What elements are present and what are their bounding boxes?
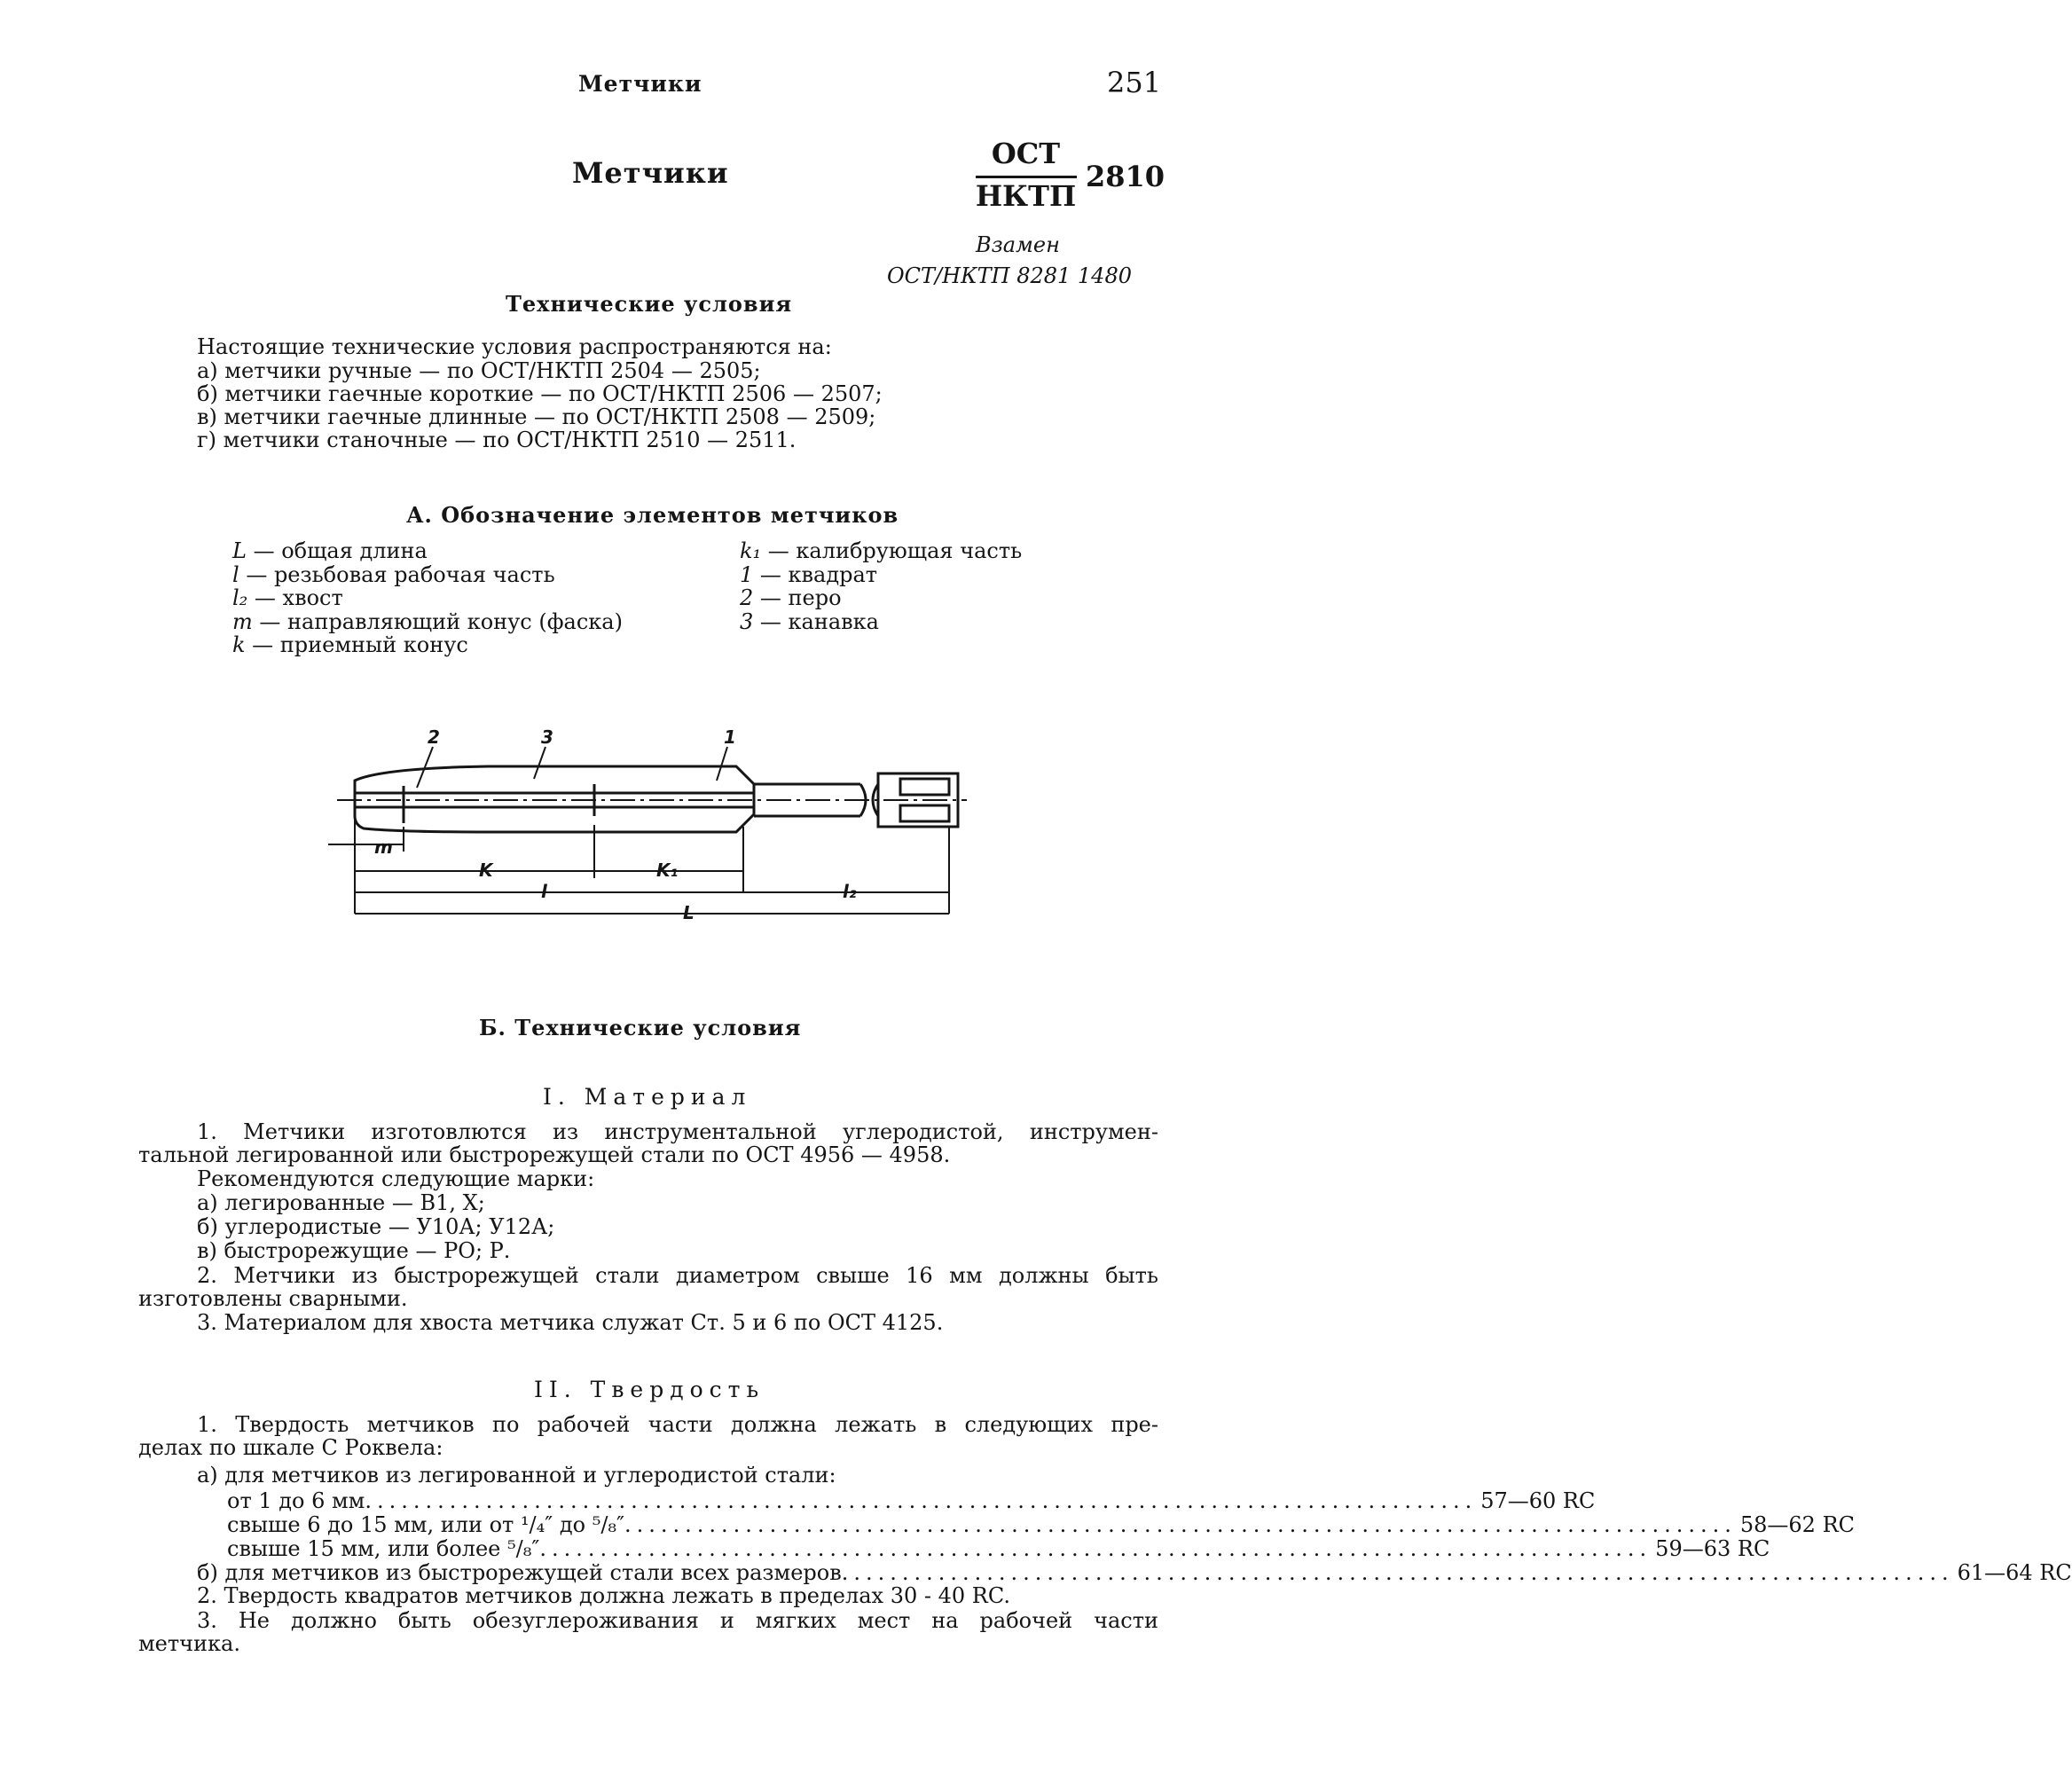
legend-item: 2 — перо bbox=[740, 585, 842, 610]
scope-item: г) метчики станочные — по ОСТ/НКТП 2510 — 2511. bbox=[197, 428, 797, 452]
material-p2-line2: изготовлены сварными. bbox=[138, 1286, 408, 1311]
standard-code: 2810 bbox=[1086, 160, 1166, 193]
hardness-row: от 1 до 6 мм ............................................................................................ 57—60 RC bbox=[227, 1488, 1596, 1513]
dim-label-m: m bbox=[374, 836, 393, 858]
fraction-line bbox=[976, 176, 1077, 178]
square-flat bbox=[900, 779, 949, 795]
legend-item: L — общая длина bbox=[232, 538, 428, 563]
dim-label-l: l bbox=[541, 881, 547, 902]
legend-item: l₂ — хвост bbox=[232, 585, 343, 610]
tap-drawing bbox=[328, 727, 976, 949]
scope-item: в) метчики гаечные длинные — по ОСТ/НКТП 2508 — 2509; bbox=[197, 404, 876, 429]
legend-item: k — приемный конус bbox=[232, 632, 468, 657]
section-a-title: А. Обозначение элементов метчиков bbox=[406, 502, 899, 528]
material-grade: а) легированные — В1, Х; bbox=[197, 1190, 485, 1215]
replaces-value: ОСТ/НКТП 8281 1480 bbox=[887, 263, 1132, 288]
hardness-row: б) для метчиков из быстрорежущей стали всех размеров ............................................................................................ 61—64 RC bbox=[197, 1560, 2072, 1585]
standard-top: ОСТ bbox=[991, 137, 1061, 170]
legend-right bbox=[740, 539, 1022, 633]
material-p1-line2: тальной легированной или быстрорежущей стали по ОСТ 4956 — 4958. bbox=[138, 1142, 951, 1167]
running-title: Метчики bbox=[578, 71, 702, 97]
scope-intro: Настоящие технические условия распространяются на: bbox=[197, 334, 832, 359]
leader-line bbox=[717, 747, 727, 781]
page-number: 251 bbox=[1107, 66, 1162, 99]
legend-item: m — направляющий конус (фаска) bbox=[232, 608, 623, 634]
hardness-p3-line2: метчика. bbox=[138, 1631, 240, 1656]
hardness-p1-line2: делах по шкале С Роквела: bbox=[138, 1435, 443, 1460]
dim-label-l2: l₂ bbox=[843, 881, 857, 902]
dim-label-L: L bbox=[683, 902, 695, 923]
hardness-row: свыше 6 до 15 мм, или от ¹/₄″ до ⁵/₈″ ............................................................................................ 58—62 RC bbox=[227, 1512, 1856, 1537]
square-flat bbox=[900, 805, 949, 821]
callout-1: 1 bbox=[724, 726, 736, 748]
material-p2-line1: 2. Метчики из быстрорежущей стали диаметром свыше 16 мм должны быть bbox=[197, 1263, 1158, 1288]
hardness-row: свыше 15 мм, или более ⁵/₈″ ............................................................................................ 59—63 RC bbox=[227, 1536, 1770, 1561]
standard-bottom: НКТП bbox=[975, 179, 1077, 213]
hardness-p1-line1: 1. Твердость метчиков по рабочей части должна лежать в следующих пре- bbox=[197, 1412, 1158, 1437]
dim-label-k1: K₁ bbox=[656, 860, 679, 881]
hardness-a-intro: а) для метчиков из легированной и углеродистой стали: bbox=[197, 1463, 836, 1488]
dim-label-k: K bbox=[479, 860, 493, 881]
material-p1-line1: 1. Метчики изготовлются из инструментальной углеродистой, инструмен- bbox=[197, 1119, 1158, 1144]
scope-item: а) метчики ручные — по ОСТ/НКТП 2504 — 2505; bbox=[197, 358, 761, 383]
standard-designation bbox=[974, 137, 1169, 216]
legend-item: l — резьбовая рабочая часть bbox=[232, 561, 555, 587]
material-grade: в) быстрорежущие — РО; Р. bbox=[197, 1238, 511, 1263]
legend-item: k₁ — калибрующая часть bbox=[740, 538, 1023, 563]
tech-conditions-title: Технические условия bbox=[506, 291, 793, 317]
hardness-title: II. Твердость bbox=[534, 1377, 765, 1402]
material-grade: б) углеродистые — У10А; У12А; bbox=[197, 1214, 555, 1239]
callout-3: 3 bbox=[541, 726, 553, 748]
hardness-p2: 2. Твердость квадратов метчиков должна лежать в пределах 30 - 40 RC. bbox=[197, 1583, 1010, 1608]
section-b-title: Б. Технические условия bbox=[479, 1015, 802, 1040]
material-p3: 3. Материалом для хвоста метчика служат Ст. 5 и 6 по ОСТ 4125. bbox=[197, 1310, 944, 1335]
callout-2: 2 bbox=[428, 726, 440, 748]
material-rec: Рекомендуются следующие марки: bbox=[197, 1166, 595, 1191]
hardness-p3-line1: 3. Не должно быть обезуглероживания и мягких мест на рабочей части bbox=[197, 1608, 1158, 1633]
replaces-label: Взамен bbox=[976, 232, 1060, 257]
material-title: I. Материал bbox=[543, 1084, 752, 1110]
document-title: Метчики bbox=[572, 156, 729, 190]
legend-item: 1 — квадрат bbox=[740, 561, 878, 587]
legend-item: 3 — канавка bbox=[740, 608, 879, 634]
legend-left bbox=[232, 539, 623, 657]
leader-line bbox=[534, 747, 545, 779]
scope-item: б) метчики гаечные короткие — по ОСТ/НКТП 2506 — 2507; bbox=[197, 381, 883, 406]
